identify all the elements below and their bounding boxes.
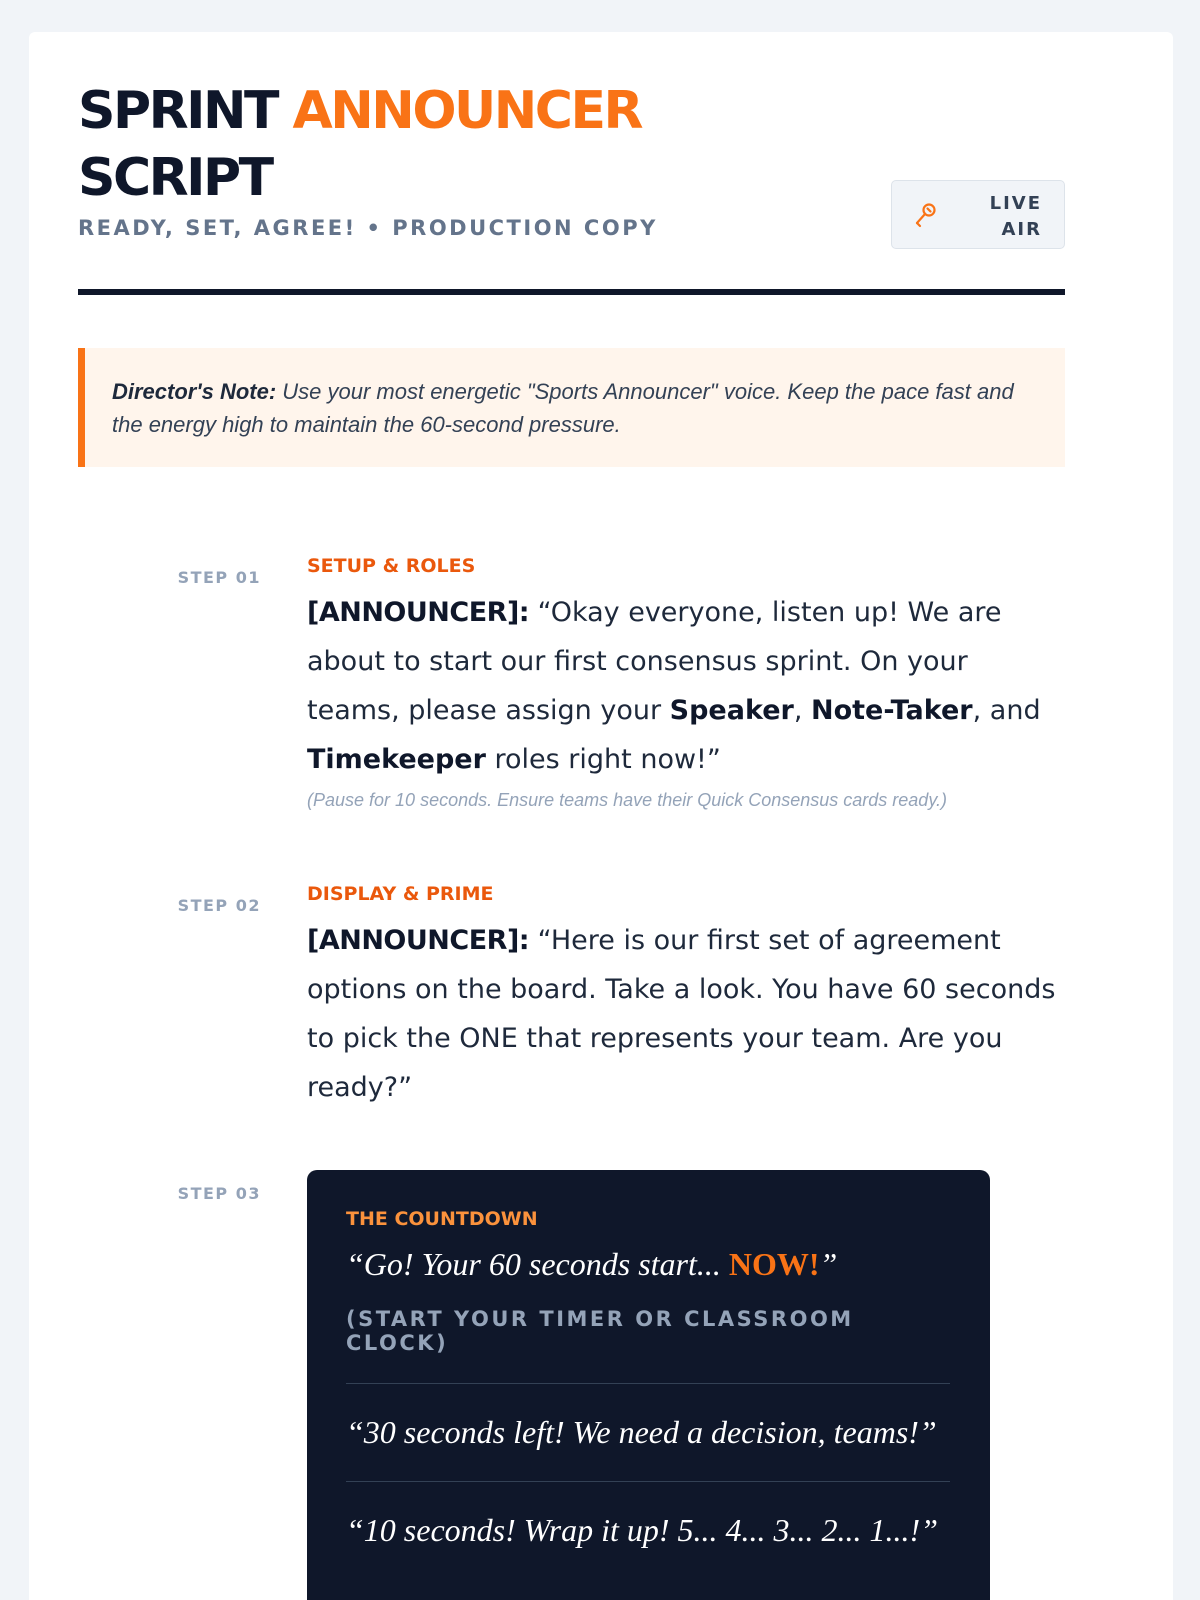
speaker-label: [ANNOUNCER]: [307,925,530,956]
countdown-quote-start [346,1246,950,1283]
page-subtitle: READY, SET, AGREE! • PRODUCTION COPY [78,216,658,240]
role-speaker: Speaker [669,695,794,726]
live-label-line-1: LIVE [989,193,1042,214]
speaker-label: [ANNOUNCER]: [307,597,530,628]
header-divider [78,289,1065,295]
countdown-divider [346,1481,950,1482]
quote-text: ” [819,1246,838,1282]
countdown-heading: THE COUNTDOWN [346,1208,538,1230]
microphone-icon [914,202,938,228]
quote-text: “Go! Your 60 seconds start... [346,1246,729,1282]
title-part-1: SPRINT [78,81,293,141]
step-number: STEP 02 [177,896,261,915]
separator: , [793,695,811,726]
note-label: Director's Note: [112,379,277,404]
script-text: “Okay everyone, listen up! We are about to start our first consensus sprint. On your teams, please assign your [307,597,1002,726]
step-body [307,883,1067,1112]
step-heading: DISPLAY & PRIME [307,883,494,905]
now-emphasis: NOW! [728,1246,820,1282]
directors-note [78,348,1065,467]
countdown-quote-10: “10 seconds! Wrap it up! 5... 4... 3... 2... 1...!” [346,1512,938,1548]
role-note-taker: Note-Taker [811,695,973,726]
separator: , and [972,695,1041,726]
step-number: STEP 01 [177,568,261,587]
title-accent: ANNOUNCER [292,81,642,141]
countdown-divider [346,1383,950,1384]
role-timekeeper: Timekeeper [307,744,486,775]
note-text: Use your most energetic "Sports Announcer" voice. Keep the pace fast and the energy high to maintain the 60-second pressure. [112,379,1014,437]
step-script [307,916,1067,1112]
step-number: STEP 03 [177,1184,261,1203]
countdown-quote-30: “30 seconds left! We need a decision, teams!” [346,1414,937,1450]
live-air-label [990,191,1042,243]
stage-direction: (Pause for 10 seconds. Ensure teams have their Quick Consensus cards ready.) [307,790,947,810]
step-body [307,555,1067,811]
step-heading: SETUP & ROLES [307,555,476,577]
step-script [307,588,1067,784]
live-air-badge [891,180,1065,249]
script-text: “Here is our first set of agreement options on the board. Take a look. You have 60 seconds to pick the ONE that represents your team. Are you ready?” [307,925,1056,1103]
script-text: roles right now!” [485,744,721,775]
live-label-line-2: AIR [1001,219,1042,240]
title-part-2: SCRIPT [78,148,272,208]
timer-instruction: (START YOUR TIMER OR CLASSROOM CLOCK) [346,1307,854,1355]
countdown-panel [307,1170,990,1600]
